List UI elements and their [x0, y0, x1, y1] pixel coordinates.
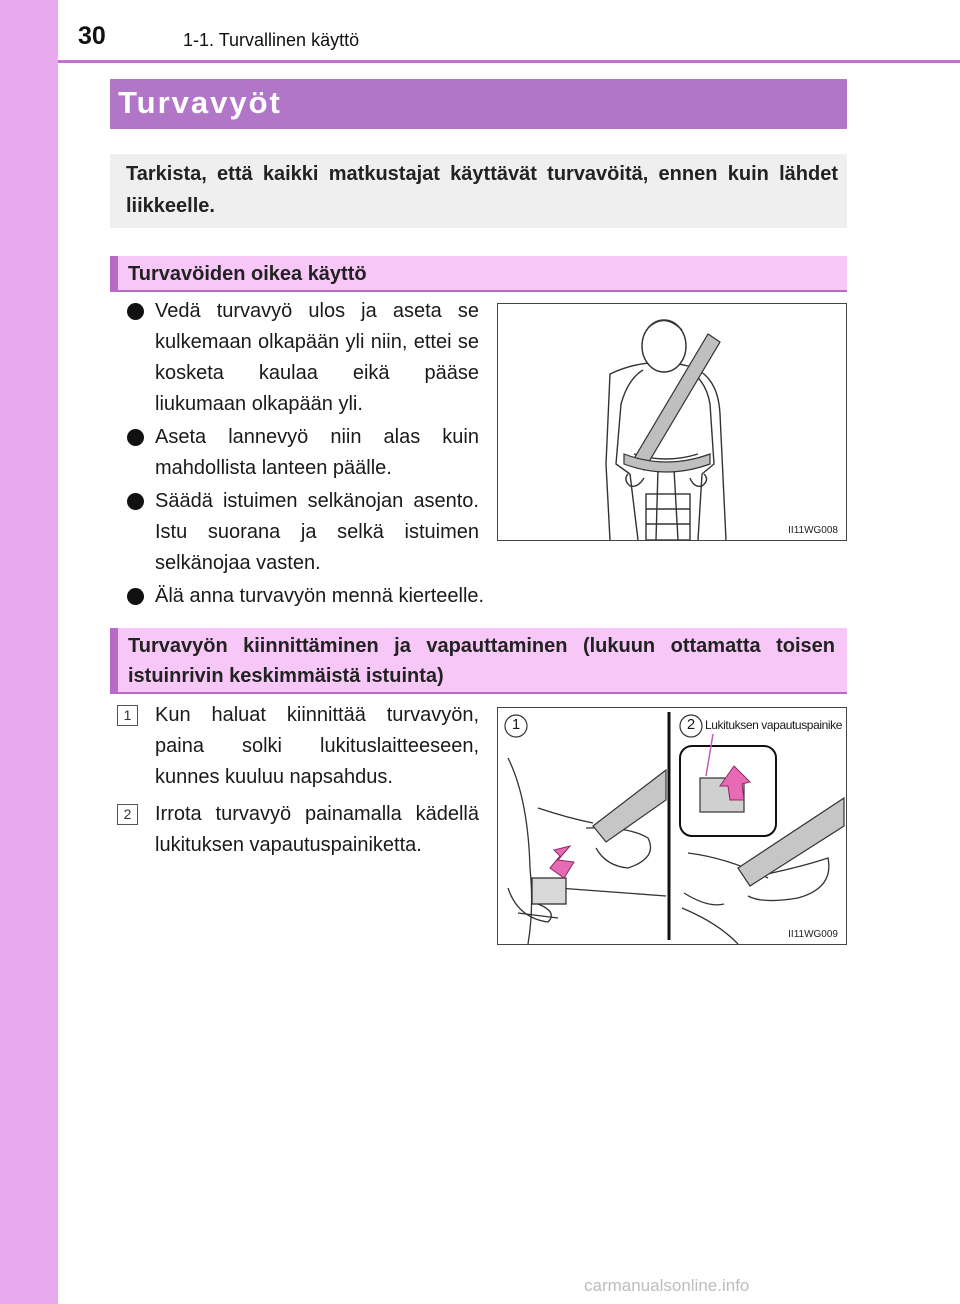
subheading-fastening [110, 628, 847, 694]
list-item [127, 296, 479, 420]
seated-person-illustration [498, 304, 846, 540]
list-item-text: Vedä turvavyö ulos ja aseta se kulkemaan olkapään yli niin, ettei se kosketa kaulaa eikä pääse liukumaan olkapään yli. [155, 300, 479, 415]
list-item [127, 581, 847, 612]
list-item [117, 700, 479, 793]
subheading-correct-use-text: Turvavöiden oikea käyttö [128, 263, 367, 285]
list-item-text: Aseta lannevyö niin alas kuin mahdollista lanteen päälle. [155, 426, 479, 479]
page-side-tab [0, 0, 58, 1304]
figure-seated-person [497, 303, 847, 541]
step-text: Kun haluat kiinnittää turvavyön, paina solki lukituslaitteeseen, kunnes kuuluu napsahdus. [155, 704, 479, 788]
step-number: 2 [117, 804, 138, 825]
panel-label-1: 1 [511, 716, 521, 733]
intro-text: Tarkista, että kaikki matkustajat käyttävät turvavöitä, ennen kuin lähdet liikkeelle. [126, 163, 838, 217]
figure-code: II11WG008 [788, 525, 838, 536]
intro-box [110, 154, 847, 228]
page-number: 30 [78, 22, 106, 50]
list-item [127, 486, 479, 579]
page-title-bar [110, 79, 847, 129]
list-item [117, 799, 479, 861]
subheading-accent-bar [110, 628, 118, 692]
step-number: 1 [117, 705, 138, 726]
bullet-icon [127, 493, 144, 510]
bullet-icon [127, 588, 144, 605]
list-item [127, 422, 479, 484]
subheading-fastening-text: Turvavyön kiinnittäminen ja vapauttaminen (lukuun ottamatta toisen istuinrivin keskimmäistä istuinta) [128, 635, 835, 687]
figure-buckle [497, 707, 847, 945]
correct-use-list [127, 296, 479, 581]
buckle-illustration [498, 708, 846, 944]
bullet-icon [127, 303, 144, 320]
list-item-text: Säädä istuimen selkänojan asento. Istu suorana ja selkä istuimen selkänojaa vasten. [155, 490, 479, 574]
bullet-icon [127, 429, 144, 446]
release-button-callout: Lukituksen vapautuspainike [705, 718, 843, 732]
header-divider [58, 60, 960, 63]
watermark: carmanualsonline.info [584, 1276, 750, 1295]
fastening-steps [117, 700, 479, 867]
panel-label-2: 2 [686, 716, 696, 733]
section-breadcrumb: 1-1. Turvallinen käyttö [183, 30, 360, 50]
page-title: Turvavyöt [118, 85, 282, 120]
list-item-text: Älä anna turvavyön mennä kierteelle. [155, 585, 485, 607]
subheading-correct-use [110, 256, 847, 292]
step-text: Irrota turvavyö painamalla kädellä lukituksen vapautuspainiketta. [155, 803, 479, 856]
figure-code: II11WG009 [788, 929, 838, 940]
subheading-accent-bar [110, 256, 118, 290]
